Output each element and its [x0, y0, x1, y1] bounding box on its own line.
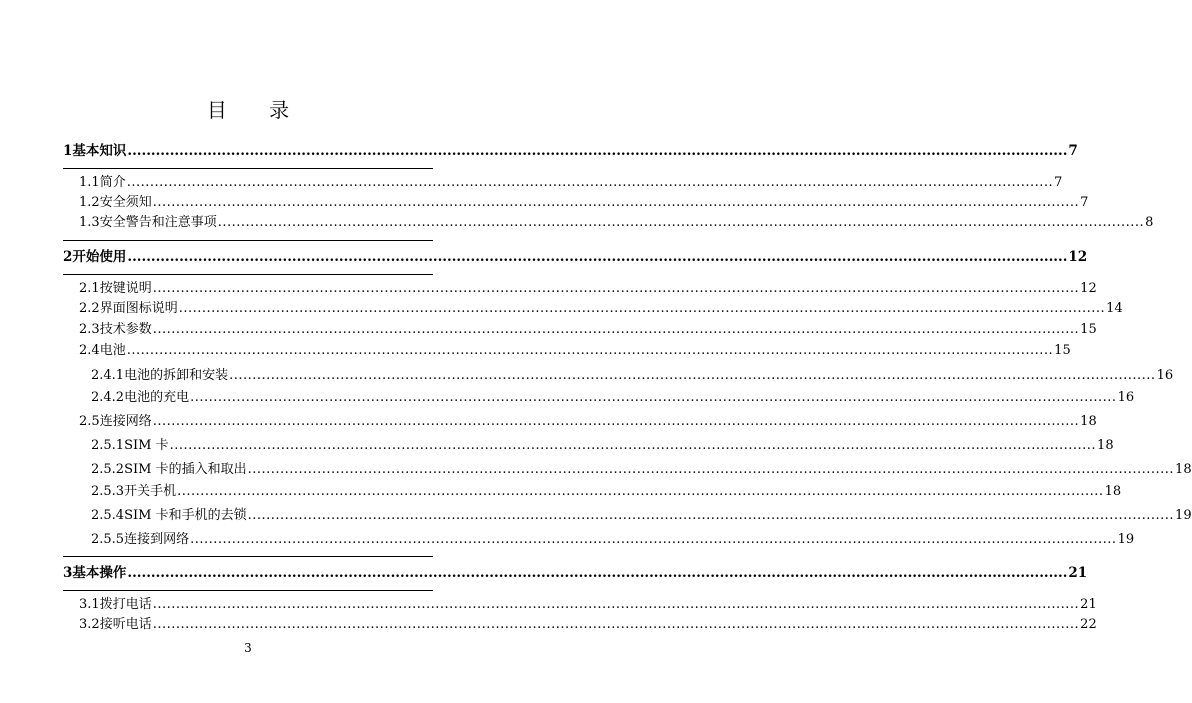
- toc-entry-page: 18: [1080, 414, 1097, 429]
- toc-entry-number: 2.5.5: [91, 532, 125, 547]
- toc-entry[interactable]: [91, 368, 1174, 384]
- toc-entry-page: 21: [1068, 565, 1088, 581]
- toc-entry[interactable]: [91, 462, 1192, 478]
- dot-leader: ........................................................................................................................................................................................................: [169, 438, 1097, 453]
- toc-entry[interactable]: [79, 175, 1063, 191]
- toc-entry-page: 15: [1080, 322, 1097, 337]
- toc-entry-page: 22: [1080, 617, 1097, 632]
- toc-entry[interactable]: [79, 281, 1097, 297]
- toc-entry[interactable]: [79, 215, 1154, 231]
- toc-entry-page: 18: [1175, 462, 1192, 477]
- toc-entry-label: 连接网络: [99, 414, 152, 429]
- dot-leader: ........................................................................................................................................................................................................: [177, 484, 1104, 499]
- toc-entry[interactable]: [91, 532, 1135, 548]
- dot-leader: ........................................................................................................................................................................................................: [152, 414, 1080, 429]
- toc-entry-number: 2.5.4: [91, 508, 125, 523]
- dot-leader: ........................................................................................................................................................................................................: [247, 462, 1175, 477]
- dot-leader: ........................................................................................................................................................................................................: [229, 368, 1156, 383]
- toc-entry-number: 3.2: [79, 617, 100, 632]
- dot-leader: ........................................................................................................................................................................................................: [152, 281, 1080, 296]
- toc-entry-number: 2.5: [79, 414, 100, 429]
- toc-entry-label: 基本操作: [72, 565, 127, 581]
- toc-entry[interactable]: [79, 195, 1089, 211]
- toc-entry-number: 2.4.2: [91, 390, 125, 405]
- page-number: 3: [244, 641, 252, 655]
- section-divider: [63, 168, 433, 169]
- toc-entry-number: 2.5.2: [91, 462, 125, 477]
- toc-entry-number: 2.5.1: [91, 438, 125, 453]
- toc-entry-number: 2.4.1: [91, 368, 125, 383]
- toc-entry[interactable]: [63, 249, 1088, 265]
- toc-entry-page: 21: [1080, 597, 1097, 612]
- toc-entry[interactable]: [91, 438, 1114, 454]
- toc-entry-number: 1: [63, 143, 73, 159]
- toc-entry-label: 电池: [99, 343, 126, 358]
- toc-entry-label: 安全须知: [99, 195, 152, 210]
- toc-entry-label: SIM 卡: [124, 438, 169, 453]
- toc-entry[interactable]: [91, 508, 1192, 524]
- toc-entry[interactable]: [79, 301, 1123, 317]
- dot-leader: ........................................................................................................................................................................................................: [152, 322, 1080, 337]
- toc-entry-label: SIM 卡的插入和取出: [124, 462, 247, 477]
- toc-entry-page: 16: [1156, 368, 1174, 383]
- dot-leader: ........................................................................................................................................................................................................: [127, 143, 1068, 159]
- toc-entry[interactable]: [63, 565, 1088, 581]
- toc-entry-label: 技术参数: [99, 322, 152, 337]
- toc-entry-number: 2: [63, 249, 73, 265]
- toc-entry-page: 15: [1054, 343, 1071, 358]
- toc-entry-page: 19: [1117, 532, 1135, 547]
- toc-entry-page: 18: [1104, 484, 1122, 499]
- toc-entry-number: 3.1: [79, 597, 100, 612]
- toc-entry-label: 接听电话: [99, 617, 152, 632]
- toc-entry-number: 2.4: [79, 343, 100, 358]
- toc-entry-label: 安全警告和注意事项: [99, 215, 217, 230]
- toc-entry[interactable]: [79, 343, 1071, 359]
- toc-entry-number: 2.5.3: [91, 484, 125, 499]
- toc-entry-label: 开始使用: [72, 249, 127, 265]
- section-divider: [63, 556, 433, 557]
- toc-entry-page: 14: [1106, 301, 1123, 316]
- toc-entry-label: 按键说明: [99, 281, 152, 296]
- dot-leader: ........................................................................................................................................................................................................: [190, 390, 1117, 405]
- toc-entry[interactable]: [91, 390, 1135, 406]
- toc-entry-label: 电池的拆卸和安装: [124, 368, 229, 383]
- toc-entry[interactable]: [63, 143, 1078, 159]
- dot-leader: ........................................................................................................................................................................................................: [247, 508, 1175, 523]
- toc-entry-number: 1.1: [79, 175, 100, 190]
- dot-leader: ........................................................................................................................................................................................................: [190, 532, 1117, 547]
- section-divider: [63, 274, 433, 275]
- toc-entry[interactable]: [79, 617, 1097, 633]
- toc-entry-label: 拨打电话: [99, 597, 152, 612]
- dot-leader: ........................................................................................................................................................................................................: [127, 249, 1068, 265]
- toc-entry-number: 2.1: [79, 281, 100, 296]
- toc-entry-page: 7: [1068, 143, 1078, 159]
- section-divider: [63, 240, 433, 241]
- toc-entry-page: 12: [1080, 281, 1097, 296]
- toc-entry-label: 开关手机: [124, 484, 177, 499]
- toc-entry-label: 基本知识: [72, 143, 127, 159]
- toc-entry-page: 7: [1054, 175, 1063, 190]
- dot-leader: ........................................................................................................................................................................................................: [126, 175, 1054, 190]
- toc-entry-label: 连接到网络: [124, 532, 190, 547]
- toc-entry-number: 1.3: [79, 215, 100, 230]
- toc-entry[interactable]: [79, 597, 1097, 613]
- toc-entry[interactable]: [79, 322, 1097, 338]
- toc-entry-label: SIM 卡和手机的去锁: [124, 508, 247, 523]
- toc-entry-page: 18: [1097, 438, 1114, 453]
- toc-entry-number: 1.2: [79, 195, 100, 210]
- toc-entry[interactable]: [79, 414, 1097, 430]
- toc-entry-label: 界面图标说明: [99, 301, 178, 316]
- toc-entry-number: 3: [63, 565, 73, 581]
- dot-leader: ........................................................................................................................................................................................................: [127, 565, 1068, 581]
- toc-entry-page: 8: [1145, 215, 1154, 230]
- toc-entry-label: 电池的充电: [124, 390, 190, 405]
- toc-entry-page: 16: [1117, 390, 1135, 405]
- toc-entry-number: 2.3: [79, 322, 100, 337]
- toc-entry-number: 2.2: [79, 301, 100, 316]
- page-title: 目 录: [206, 98, 308, 122]
- toc-entry-label: 简介: [99, 175, 126, 190]
- toc-entry-page: 12: [1068, 249, 1088, 265]
- dot-leader: ........................................................................................................................................................................................................: [126, 343, 1054, 358]
- section-divider: [63, 590, 433, 591]
- toc-entry-page: 19: [1175, 508, 1192, 523]
- dot-leader: ........................................................................................................................................................................................................: [152, 195, 1080, 210]
- dot-leader: ........................................................................................................................................................................................................: [217, 215, 1145, 230]
- toc-entry[interactable]: [91, 484, 1122, 500]
- dot-leader: ........................................................................................................................................................................................................: [178, 301, 1106, 316]
- toc-entry-page: 7: [1080, 195, 1089, 210]
- dot-leader: ........................................................................................................................................................................................................: [152, 597, 1080, 612]
- dot-leader: ........................................................................................................................................................................................................: [152, 617, 1080, 632]
